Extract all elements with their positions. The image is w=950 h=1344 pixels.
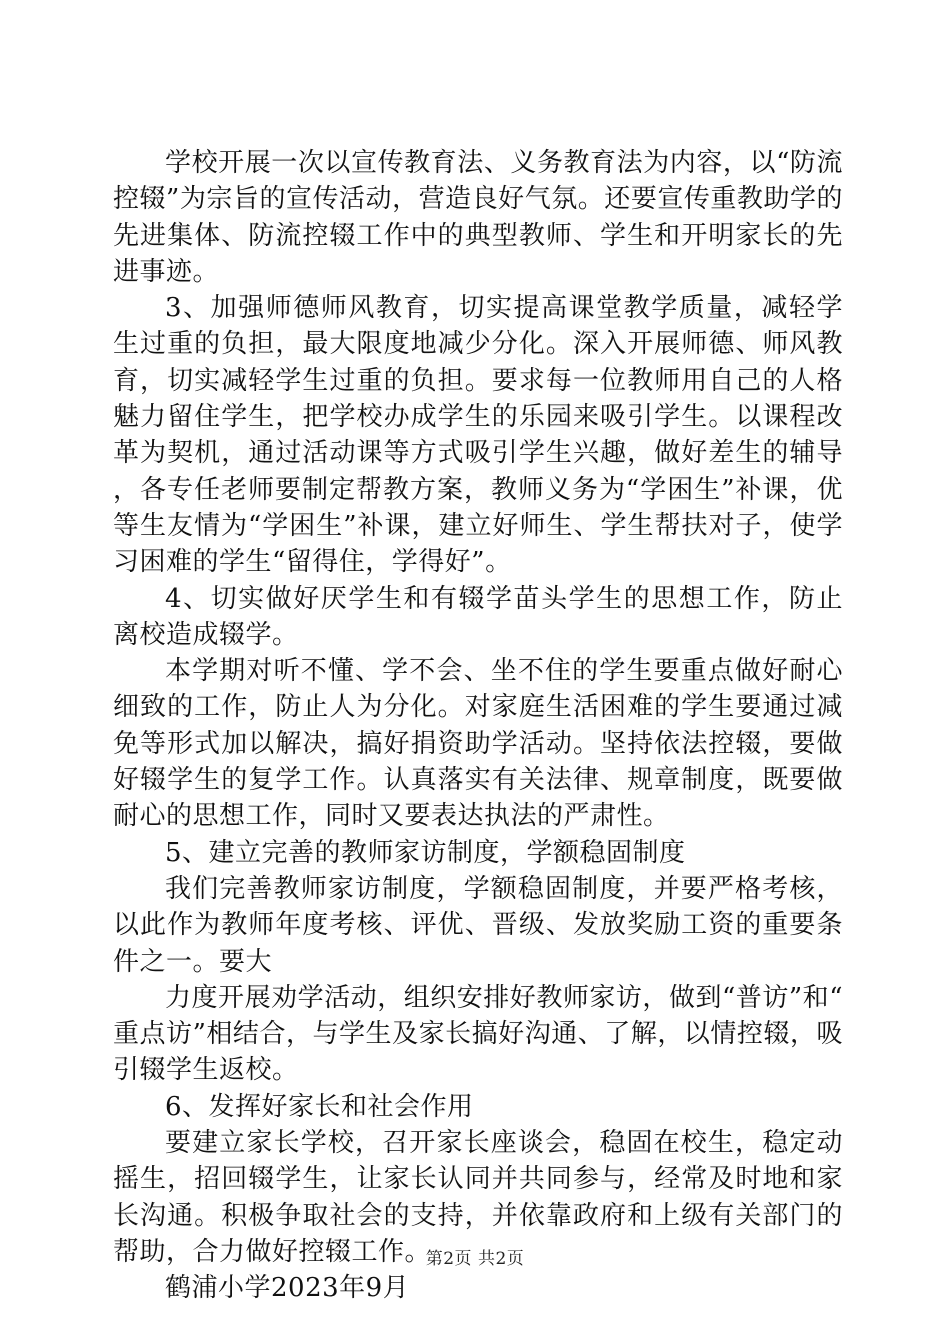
paragraph-item-4-heading: 4、切实做好厌学生和有辍学苗头学生的思想工作，防止离校造成辍学。 bbox=[113, 583, 843, 650]
paragraph-publicity: 学校开展一次以宣传教育法、义务教育法为内容，以“防流控辍”为宗旨的宣传活动，营造良好气氛。还要宣传重教助学的先进集体、防流控辍工作中的典型教师、学生和开明家长的先进事迹。 bbox=[113, 148, 843, 287]
paragraph-item-3: 3、加强师德师风教育，切实提高课堂教学质量，减轻学生过重的负担，最大限度地减少分化。深入开展师德、师风教育，切实减轻学生过重的负担。要求每一位教师用自己的人格魅力留住学生，把学校办成学生的乐园来吸引学生。以课程改革为契机，通过活动课等方式吸引学生兴趣，做好差生的辅导，各专任老师要制定帮教方案，教师义务为“学困生”补课，优等生友情为“学困生”补课，建立好师生、学生帮扶对子，使学习困难的学生“留得住，学得好”。 bbox=[113, 293, 843, 578]
document-body bbox=[113, 145, 843, 1307]
paragraph-item-5-continued: 力度开展劝学活动，组织安排好教师家访，做到“普访”和“重点访”相结合，与学生及家长搞好沟通、了解，以情控辍，吸引辍学生返校。 bbox=[113, 982, 843, 1086]
page-number: 第2页 共2页 bbox=[425, 1249, 525, 1269]
paragraph-item-6-heading: 6、发挥好家长和社会作用 bbox=[165, 1091, 474, 1122]
paragraph-item-5-body: 我们完善教师家访制度，学额稳固制度，并要严格考核，以此作为教师年度考核、评优、晋级、发放奖励工资的重要条件之一。要大 bbox=[113, 873, 843, 977]
paragraph-item-4-body: 本学期对听不懂、学不会、坐不住的学生要重点做好耐心细致的工作，防止人为分化。对家庭生活困难的学生要通过减免等形式加以解决，搞好捐资助学活动。坚持依法控辍，要做好辍学生的复学工作。认真落实有关法律、规章制度，既要做耐心的思想工作，同时又要表达执法的严肃性。 bbox=[113, 656, 843, 832]
paragraph-item-6-body: 要建立家长学校，召开家长座谈会，稳固在校生，稳定动摇生，招回辍学生，让家长认同并共同参与，经常及时地和家长沟通。积极争取社会的支持，并依靠政府和上级有关部门的帮助，合力做好控辍工作。 bbox=[113, 1128, 843, 1267]
signature-line: 鹤浦小学2023年9月 bbox=[165, 1273, 410, 1304]
paragraph-item-5-heading: 5、建立完善的教师家访制度，学额稳固制度 bbox=[165, 837, 686, 868]
